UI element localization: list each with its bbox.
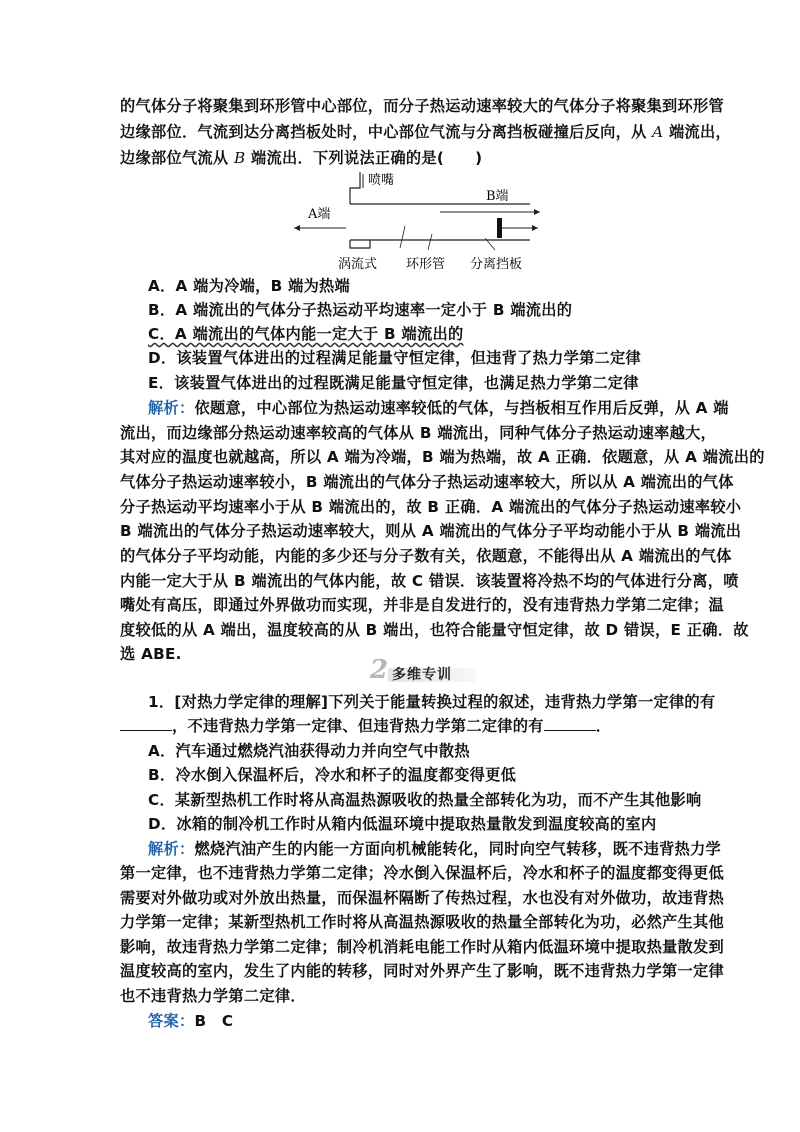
intro-var-b: B (234, 149, 246, 167)
analysis-2-text-0: 燃烧汽油产生的内能一方面向机械能转化，同时向空气转移，既不违背热力学 (194, 840, 722, 858)
analysis-1-line-10: 选 ABE. (120, 645, 182, 663)
analysis-2-line-1: 第一定律，也不违背热力学第二定律；冷水倒入保温杯后，冷水和杯子的温度都变得更低 (120, 864, 725, 882)
analysis-1-line-3: 气体分子热运动速率较小，B 端流出的气体分子热运动速率较大，所以从 A 端流出的气体 (120, 473, 734, 491)
analysis-1-line-2: 其对应的温度也就越高，所以 A 端为冷端，B 端为热端，故 A 正确．依题意，从 A 端流出的 (120, 448, 765, 466)
analysis-1-line-8: 嘴处有高压，即通过外界做功而实现，并非是自发进行的，没有违背热力学第二定律；温 (120, 596, 725, 614)
banner-number: 2 (370, 655, 389, 685)
section-banner (370, 655, 480, 685)
question-1-line-2 (120, 716, 611, 736)
analysis-2-line-4: 影响，故违背热力学第二定律；制冷机消耗电能工作时从箱内低温环境中提取热量散发到 (120, 938, 725, 956)
option-a: A．A 端为冷端，B 端为热端 (148, 277, 351, 295)
question-1-option-a: A．汽车通过燃烧汽油获得动力并向空气中散热 (148, 742, 470, 760)
question-1-end: ． (595, 717, 612, 735)
vortex-tube-figure (290, 168, 540, 273)
figure-label-a-end: A端 (308, 207, 331, 222)
analysis-1-line-9: 度较低的从 A 端出，温度较高的从 B 端出，也符合能量守恒定律，故 D 错误，E 正确．故 (120, 621, 749, 639)
question-1-mid: ，不违背热力学第一定律、但违背热力学第二定律的有 (172, 717, 544, 735)
banner-title: 多维专训 (392, 667, 452, 683)
option-c: C．A 端流出的气体内能一定大于 B 端流出的 (148, 325, 464, 343)
question-1-option-b: B．冷水倒入保温杯后，冷水和杯子的温度都变得更低 (148, 766, 517, 784)
analysis-1-line-7: 内能一定大于从 B 端流出的气体内能，故 C 错误．该装置将冷热不均的气体进行分离，喷 (120, 572, 739, 590)
intro-line-1: 的气体分子将聚集到环形管中心部位，而分子热运动速率较大的气体分子将聚集到环形管 (120, 97, 725, 115)
intro-line-3-tail: 端流出．下列说法正确的是( ) (245, 149, 483, 167)
intro-line-2 (120, 122, 731, 142)
answer-value: B C (194, 1012, 234, 1030)
analysis-2-line-0 (148, 839, 721, 859)
analysis-1-text-0: 依题意，中心部位为热运动速率较低的气体，与挡板相互作用后反弹，从 A 端 (194, 399, 729, 417)
analysis-1-line-1: 流出，而边缘部分热运动速率较高的气体从 B 端流出，同种气体分子热运动速率越大， (120, 424, 717, 442)
answer-label: 答案： (148, 1012, 195, 1030)
option-e: E．该装置气体进出的过程既满足能量守恒定律，也满足热力学第二定律 (148, 374, 639, 392)
figure-label-ring: 环形管 (406, 257, 446, 272)
answer-blank-2[interactable] (544, 716, 596, 731)
question-1-option-c: C．某新型热机工作时将从高温热源吸收的热量全部转化为功，而不产生其他影响 (148, 791, 702, 809)
option-b: B．A 端流出的气体分子热运动平均速率一定小于 B 端流出的 (148, 301, 573, 319)
figure-label-nozzle: 喷嘴 (368, 173, 395, 188)
figure-label-b-end: B端 (486, 189, 509, 204)
intro-line-2-text: 边缘部位．气流到达分离挡板处时，中心部位气流与分离挡板碰撞后反向，从 (120, 123, 647, 141)
analysis-1-line-6: 的气体分子平均动能，内能的多少还与分子数有关，依题意，不能得出从 A 端流出的气体 (120, 547, 732, 565)
intro-line-2-tail: 端流出， (663, 123, 731, 141)
figure-label-vortex: 涡流式 (338, 257, 378, 272)
analysis-2-label: 解析： (148, 840, 195, 858)
question-1-option-d: D．冰箱的制冷机工作时从箱内低温环境中提取热量散发到温度较高的室内 (148, 815, 657, 833)
question-1-line-1: 1．[对热力学定律的理解]下列关于能量转换过程的叙述，违背热力学第一定律的有 (148, 693, 716, 711)
intro-line-3 (120, 148, 482, 168)
analysis-2-line-5: 温度较高的室内，发生了内能的转移，同时对外界产生了影响，既不违背热力学第一定律 (120, 962, 725, 980)
analysis-2-line-3: 力学第一定律；某新型热机工作时将从高温热源吸收的热量全部转化为功，必然产生其他 (120, 913, 725, 931)
analysis-1-line-5: B 端流出的气体分子热运动速率较大，则从 A 端流出的气体分子平均动能小于从 B 端流出 (120, 522, 742, 540)
answer-line (148, 1011, 233, 1031)
answer-blank-1[interactable] (120, 716, 172, 731)
figure-label-baffle: 分离挡板 (470, 257, 523, 272)
analysis-2-line-6: 也不违背热力学第二定律． (120, 987, 306, 1005)
option-d: D．该装置气体进出的过程满足能量守恒定律，但违背了热力学第二定律 (148, 349, 642, 367)
intro-line-3-head: 边缘部位气流从 (120, 149, 234, 167)
analysis-1-line-4: 分子热运动平均速率小于从 B 端流出的，故 B 正确．A 端流出的气体分子热运动速率较小 (120, 498, 742, 516)
analysis-2-line-2: 需要对外做功或对外放出热量，而保温杯隔断了传热过程，水也没有对外做功，故违背热 (120, 889, 725, 907)
intro-var-a: A (652, 123, 664, 141)
analysis-1-label: 解析： (148, 399, 195, 417)
analysis-1-line-0 (148, 398, 729, 418)
